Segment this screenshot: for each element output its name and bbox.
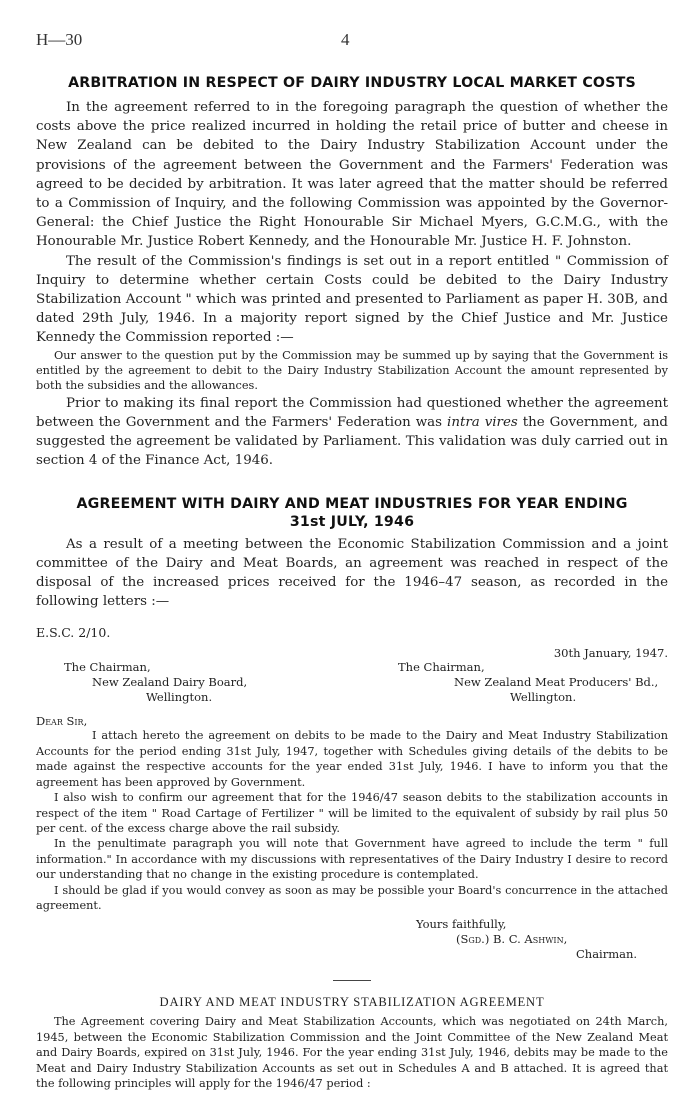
paragraph-arbitration-2: The result of the Commission's findings is set out in a report entitled " Commission of Inquiry to determine whether certain Costs could be debited to the Dairy Industry Stabilization Account " which was printed and presented to Parliament as paper H. 30B, and dated 29th July, 1946. In a majority report signed by the Chief Justice and Mr. Justice Kennedy the Commission reported :— [36,253,668,346]
section-title-arbitration: ARBITRATION IN RESPECT OF DAIRY INDUSTRY LOCAL MARKET COSTS [68,75,636,91]
commission-quote: Our answer to the question put by the Commission may be summed up by saying that the Government is entitled by the agreement to debit to the Dairy Industry Stabilization Account the amount represented by both the subsidies and the allowances. [36,348,668,393]
address-line: The Chairman, [64,660,151,675]
signoff-signature: (Sgd.) B. C. Ashwin, [456,932,568,947]
paragraph-arbitration-3 [36,394,668,471]
page-number: 4 [341,30,350,49]
title-line-1: AGREEMENT WITH DAIRY AND MEAT INDUSTRIES FOR YEAR ENDING [76,495,628,512]
title-line-2: 31st JULY, 1946 [289,513,415,530]
address-line: New Zealand Meat Producers' Bd., [454,675,659,690]
section-title-agreement [36,495,668,531]
stabilization-agreement-title: DAIRY AND MEAT INDUSTRY STABILIZATION AGREEMENT [159,995,545,1010]
page-header [36,30,668,54]
address-meat-board [398,660,658,705]
stabilization-agreement-paragraph: The Agreement covering Dairy and Meat Stabilization Accounts, which was negotiated on 24th March, 1945, between the Economic Stabilization Commission and the Joint Committee of the New Zealand Meat and Dairy Boards, expired on 31st July, 1946. For the year ending 31st July, 1946, debits may be made to the Meat and Dairy Industry Stabilization Accounts as set out in Schedules A and B attached. It is agreed that the following principles will apply for the 1946/47 period : [36,1015,668,1090]
para3-after: the Government, and suggested the agreement be validated by Parliament. This validation was duly carried out in section 4 of the Finance Act, 1946. [36,415,669,469]
address-line: The Chairman, [398,660,485,675]
agreement-intro: As a result of a meeting between the Economic Stabilization Commission and a joint committee of the Dairy and Meat Boards, an agreement was reached in respect of the disposal of the increased prices received for the 1946–47 season, as recorded in the following letters :— [36,536,668,610]
signoff-title: Chairman. [576,947,638,962]
document-page [36,30,668,1091]
address-line: New Zealand Dairy Board, [92,675,248,690]
para3-before: Prior to making its final report the Commission had questioned whether the agreement between the Government and the Farmers' Federation was [36,395,668,431]
letter-paragraph-2: I also wish to confirm our agreement that for the 1946/47 season debits to the stabilization accounts in respect of the item " Road Cartage of Fertilizer " will be limited to the equivalent of subsidy by rail plus 50 per cent. of the excess charge above the rail subsidy. [36,791,668,835]
para3-italic: intra vires [447,415,518,431]
letter-paragraph-4: I should be glad if you would convey as soon as may be possible your Board's concurrence in the attached agreement. [36,883,668,912]
letter-paragraph-3: In the penultimate paragraph you will note that Government have agreed to include the term " full information." In accordance with my discussions with representatives of the Dairy Industry I desire to record our understanding that no change in the existing procedure is contemplated. [36,837,668,882]
address-line: Wellington. [510,690,577,705]
address-dairy-board [64,660,247,705]
letter-date: 30th January, 1947. [553,646,668,661]
page-reference: H—30 [36,30,83,49]
letter-addresses [36,660,668,712]
letter-signoff [36,917,668,962]
section-divider [333,980,371,981]
letter-reference: E.S.C. 2/10. [36,625,111,641]
address-line: Wellington. [146,690,213,705]
paragraph-arbitration-1: In the agreement referred to in the foregoing paragraph the question of whether the costs above the price realized incurred in holding the retail price of butter and cheese in New Zealand can be debited to the Dairy Industry Stabilization Account under the provisions of the agreement between the Government and the Farmers' Federation was agreed to be decided by arbitration. It was later agreed that the matter should be referred to a Commission of Inquiry, and the following Commission was appointed by the Governor-General: the Chief Justice the Right Honourable Sir Michael Myers, G.C.M.G., with the Honourable Mr. Justice Robert Kennedy, and the Honourable Mr. Justice H. F. Johnston. [36,100,668,250]
salutation: Dear Sir, [36,714,88,729]
letter-paragraph-1: I attach hereto the agreement on debits to be made to the Dairy and Meat Industry Stabilization Accounts for the period ending 31st July, 1947, together with Schedules giving details of the debits to be made against the respective accounts for the year ended 31st July, 1946. I have to inform you that the agreement has been approved by Government. [36,729,668,789]
signoff-closing: Yours faithfully, [416,917,507,932]
